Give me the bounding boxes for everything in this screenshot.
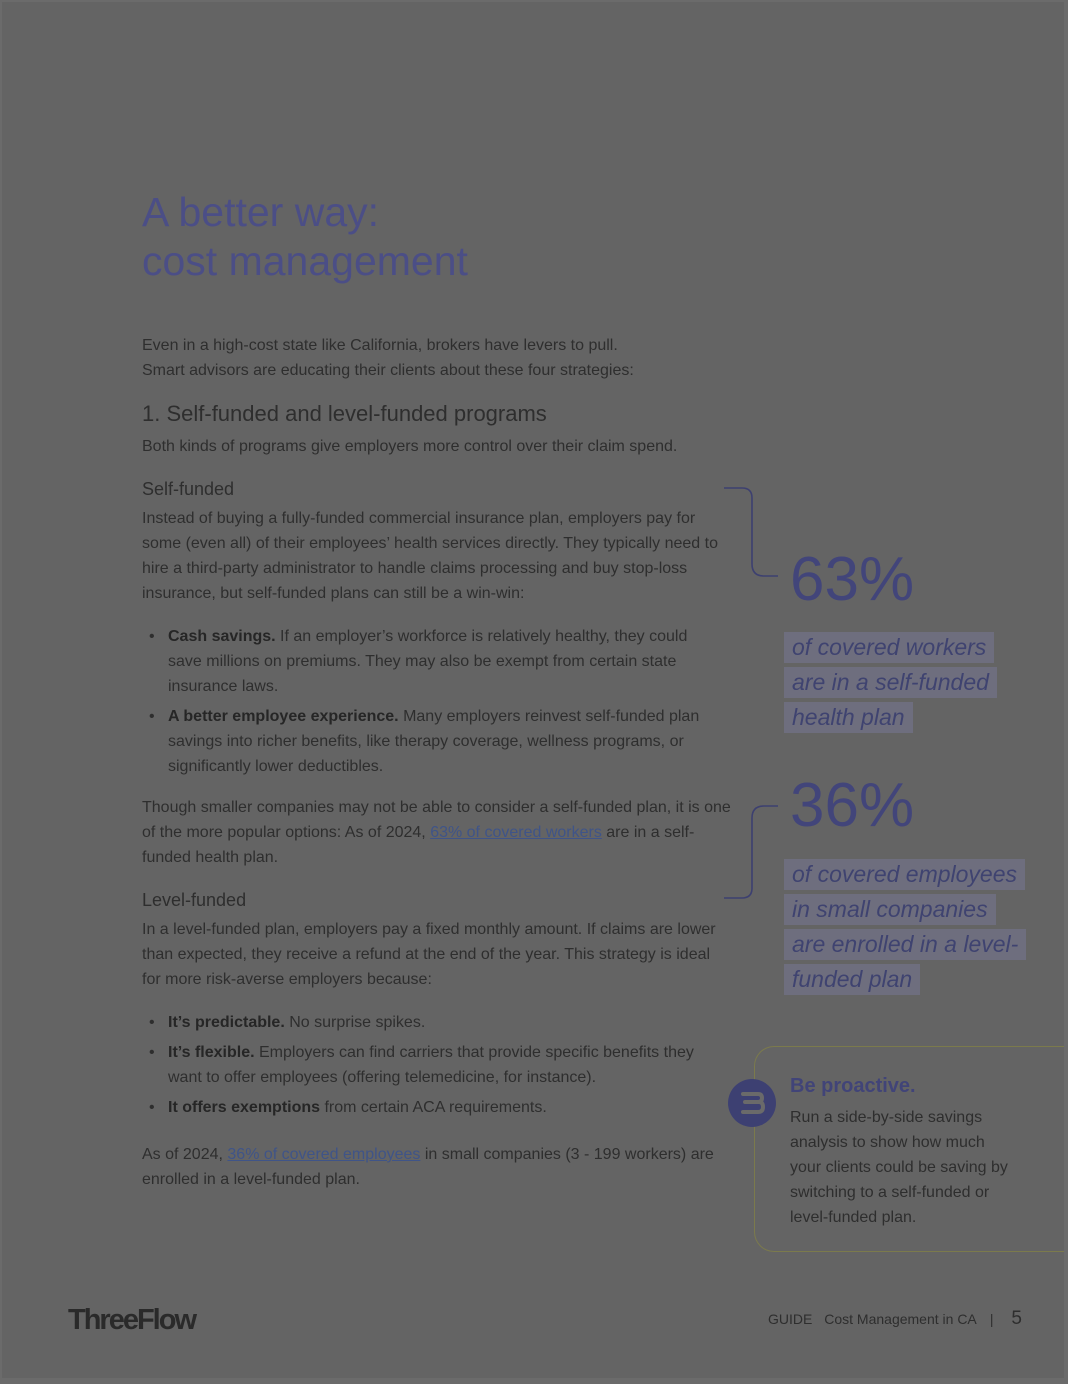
note-text: Though smaller companies may not be able to consider a self-funded plan, it is one of the more popular options: As of 2024,: [142, 799, 731, 841]
threeflow-badge-icon: [728, 1079, 776, 1127]
bullet-text: Employers can find carriers that provide specific benefits they want to offer employees (offering telemedicine, for instance).: [168, 1044, 694, 1086]
note-text: in small companies (3 - 199 workers) are enrolled in a level-funded plan.: [142, 1146, 714, 1188]
stat-caption: [784, 857, 1034, 997]
list-item: [142, 624, 722, 699]
stat-value: 36%: [790, 771, 915, 840]
level-funded-heading: Level-funded: [142, 890, 247, 910]
level-funded-bullets: [142, 1010, 722, 1125]
bullet-text: from certain ACA requirements.: [320, 1099, 547, 1116]
bullet-text: No surprise spikes.: [284, 1014, 426, 1031]
bracket-connector: [720, 482, 782, 582]
footer-separator: |: [989, 1311, 994, 1327]
list-item: [142, 1095, 722, 1120]
intro-paragraph: [142, 333, 742, 383]
intro-line-1: Even in a high-cost state like California, brokers have levers to pull.: [142, 337, 618, 354]
bracket-connector: [720, 800, 782, 904]
bullet-bold: Cash savings.: [168, 628, 276, 645]
bullet-bold: A better employee experience.: [168, 708, 399, 725]
page-number: 5: [1011, 1308, 1022, 1329]
threeflow-logo: ThreeFlow: [68, 1304, 196, 1336]
stat-value: 63%: [790, 545, 915, 614]
note-text: As of 2024,: [142, 1146, 228, 1163]
stat-caption-line: are in a self-funded: [784, 667, 997, 698]
self-funded-heading: Self-funded: [142, 479, 235, 499]
stat-caption-line: health plan: [784, 702, 913, 733]
level-funded-body: In a level-funded plan, employers pay a fixed monthly amount. If claims are lower than expected, they receive a refund at the end of the year. This strategy is ideal for more risk-averse employers because:: [142, 921, 716, 988]
note-text: are in a self-funded health plan.: [142, 824, 695, 866]
stat-caption-line: of covered employees: [784, 859, 1025, 890]
bullet-text: If an employer’s workforce is relatively healthy, they could save millions on premiums. They may also be exempt from certain state insurance laws.: [168, 628, 688, 695]
section-lead: Both kinds of programs give employers more control over their claim spend.: [142, 438, 678, 455]
page-footer: [768, 1307, 1022, 1331]
level-funded-note: [142, 1142, 732, 1192]
stat-caption-line: of covered workers: [784, 632, 994, 663]
list-item: [142, 704, 722, 779]
page-title-line-1: A better way:: [142, 189, 380, 235]
page-title: [142, 188, 468, 286]
callout-body: Run a side-by-side savings analysis to show how much your clients could be saving by switching to a self-funded or level-funded plan.: [790, 1109, 1008, 1226]
list-item: [142, 1040, 722, 1090]
covered-employees-link[interactable]: 36% of covered employees: [227, 1146, 421, 1163]
self-funded-body: Instead of buying a fully-funded commercial insurance plan, employers pay for some (even all) of their employees’ health services directly. They typically need to hire a third-party administrator to handle claims processing and buy stop-loss insurance, but self-funded plans can still be a win-win:: [142, 510, 718, 602]
callout-title: Be proactive.: [790, 1075, 916, 1097]
bullet-bold: It’s flexible.: [168, 1044, 255, 1061]
bullet-bold: It offers exemptions: [168, 1099, 321, 1116]
section-heading: 1. Self-funded and level-funded programs: [142, 401, 547, 426]
self-funded-bullets: [142, 624, 722, 784]
footer-guide-label: GUIDE: [768, 1311, 813, 1327]
page-title-line-2: cost management: [142, 238, 468, 284]
footer-doc-title: Cost Management in CA: [824, 1311, 976, 1327]
bullet-bold: It’s predictable.: [168, 1014, 285, 1031]
covered-workers-link[interactable]: 63% of covered workers: [430, 824, 602, 841]
bullet-text: Many employers reinvest self-funded plan savings into richer benefits, like therapy coverage, wellness programs, or significantly lower deductibles.: [168, 708, 700, 775]
stat-caption-line: in small companies: [784, 894, 996, 925]
self-funded-note: [142, 795, 732, 870]
list-item: [142, 1010, 722, 1035]
stat-caption-line: funded plan: [784, 964, 920, 995]
stat-caption: [784, 630, 1024, 735]
document-page: [2, 2, 1064, 1378]
stat-caption-line: are enrolled in a level-: [784, 929, 1026, 960]
intro-line-2: Smart advisors are educating their clients about these four strategies:: [142, 362, 634, 379]
